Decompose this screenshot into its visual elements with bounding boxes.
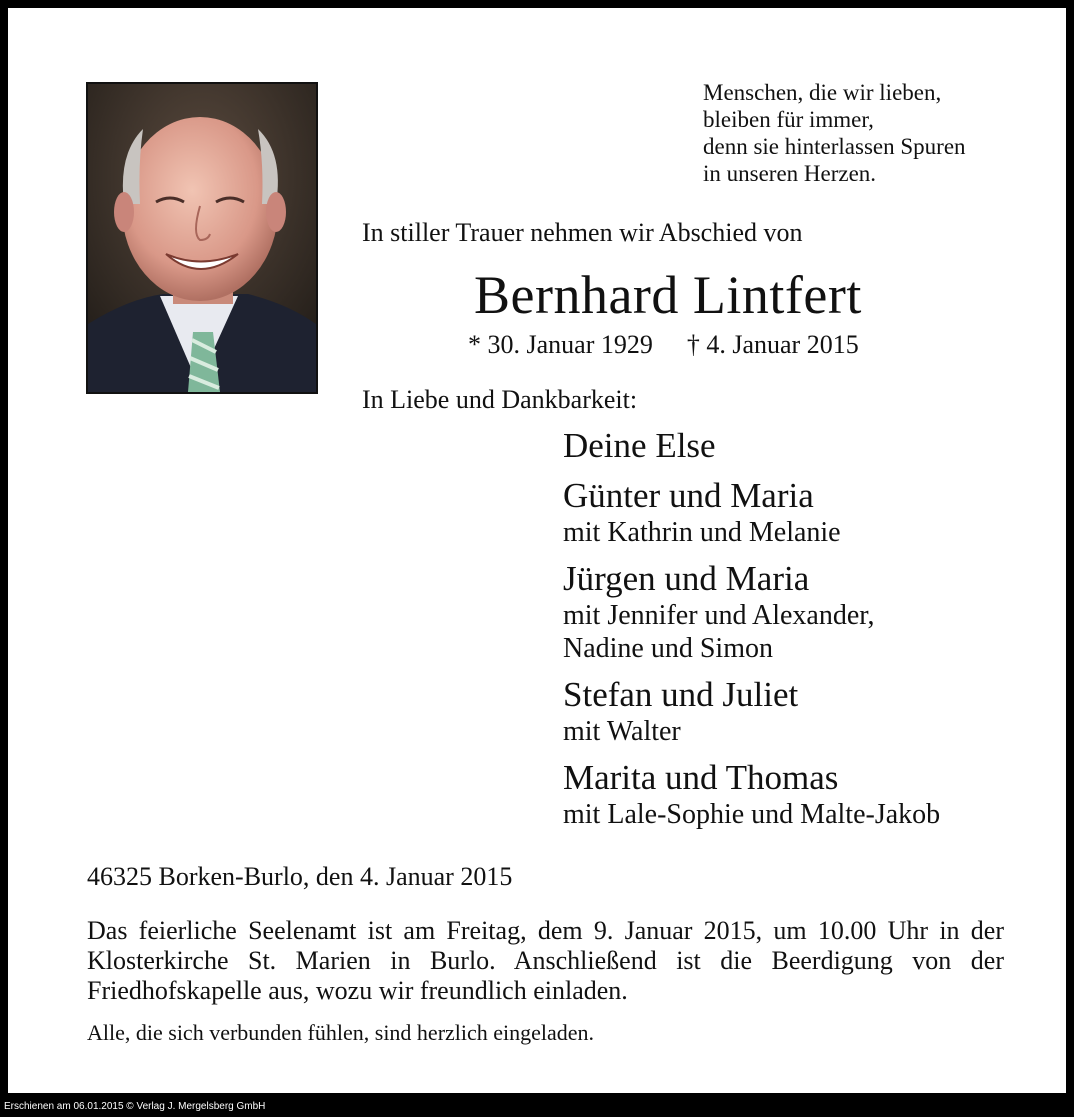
place-date: 46325 Borken-Burlo, den 4. Januar 2015 xyxy=(87,862,513,891)
obituary-card xyxy=(8,8,1066,1093)
family-sub: mit Jennifer und Alexander, xyxy=(563,600,875,631)
quote-line: in unseren Herzen. xyxy=(703,161,877,186)
portrait-photo xyxy=(86,82,318,394)
family-sub: Nadine und Simon xyxy=(563,633,773,664)
quote-line: Menschen, die wir lieben, xyxy=(703,80,942,105)
family-sub: mit Walter xyxy=(563,716,681,747)
publication-footer: Erschienen am 06.01.2015 © Verlag J. Mergelsberg GmbH xyxy=(4,1101,266,1112)
family-group xyxy=(563,675,940,748)
birth-date: * 30. Januar 1929 xyxy=(468,330,653,359)
life-dates xyxy=(468,330,859,360)
memorial-quote xyxy=(703,79,966,187)
family-sub: mit Kathrin und Melanie xyxy=(563,517,841,548)
family-main: Günter und Maria xyxy=(563,476,814,515)
family-sub: mit Lale-Sophie und Malte-Jakob xyxy=(563,799,941,830)
portrait-image xyxy=(88,84,316,392)
family-list xyxy=(563,426,940,841)
family-main: Deine Else xyxy=(563,426,716,465)
intro-text: In stiller Trauer nehmen wir Abschied von xyxy=(362,218,803,247)
deceased-name: Bernhard Lintfert xyxy=(474,265,862,325)
family-group xyxy=(563,476,940,549)
family-main: Stefan und Juliet xyxy=(563,675,799,714)
invitation-text: Alle, die sich verbunden fühlen, sind herzlich eingeladen. xyxy=(87,1020,595,1045)
family-main: Marita und Thomas xyxy=(563,758,839,797)
family-main: Jürgen und Maria xyxy=(563,559,810,598)
quote-line: bleiben für immer, xyxy=(703,107,874,132)
thanks-heading: In Liebe und Dankbarkeit: xyxy=(362,385,638,414)
ceremony-paragraph: Das feierliche Seelenamt ist am Freitag, dem 9. Januar 2015, um 10.00 Uhr in der Klosterkirche St. Marien in Burlo. Anschließend ist die Beerdigung von der Friedhofskapelle aus, wozu wir freundlich einladen. xyxy=(87,916,1004,1005)
family-group xyxy=(563,426,940,466)
quote-line: denn sie hinterlassen Spuren xyxy=(703,134,966,159)
family-group xyxy=(563,758,940,831)
death-date: † 4. Januar 2015 xyxy=(686,330,859,359)
family-group xyxy=(563,559,940,665)
